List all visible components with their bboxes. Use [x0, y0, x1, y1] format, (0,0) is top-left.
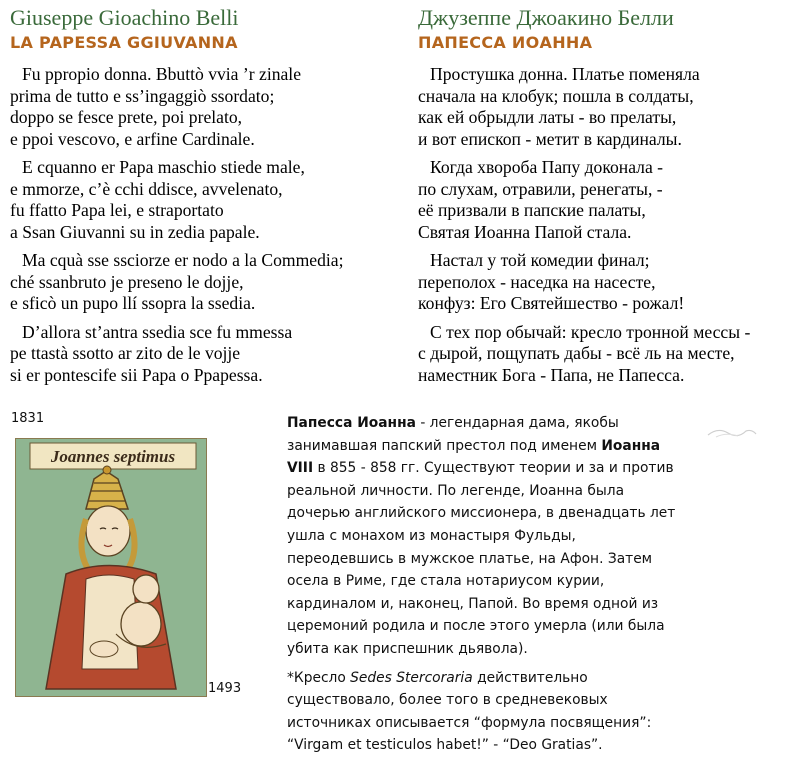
- note-text: в 855 - 858 гг. Существуют теории и за и против реальной личности. По легенде, Иоанна была дочерью английского миссионера, в двенадцать лет ушла с монахом из монастыря Фульды, переодевшись в мужское платье, на Афон. Затем осела в Риме, где стала нотариусом курии, кардиналом и, наконец, Папой. Во время одной из церемоний родила и после этого умерла (или была убита как приспешник дьявола).: [287, 460, 676, 657]
- year-1831: 1831: [11, 411, 45, 426]
- year-1493: 1493: [208, 681, 242, 696]
- poem-line: D’allora st’antra ssedia sce fu mmessa: [22, 321, 293, 342]
- italian-poem-column: [10, 4, 395, 393]
- poem-line: с дырой, пощупать дабы - всё ль на месте,: [418, 343, 735, 363]
- poem-line: ché ssanbruto je preseno le dojje,: [10, 271, 244, 292]
- note-term-papess: Папесса Иоанна: [287, 415, 416, 431]
- poem-line: Настал у той комедии финал;: [430, 250, 650, 270]
- poem-title-russian: ПАПЕССА ИОАННА: [418, 33, 593, 52]
- poem-line: её призвали в папские палаты,: [418, 200, 646, 220]
- poem-line: fu ffatto Papa lei, e straportato: [10, 200, 224, 220]
- note-text: - легендарная дама, якобы занимавшая папский престол под именем: [287, 415, 619, 454]
- poem-title-italian: LA PAPESSA GGIUVANNA: [10, 33, 238, 52]
- poem-line: и вот епископ - метит в кардиналы.: [418, 128, 682, 149]
- note-text: *Кресло: [287, 669, 351, 686]
- stanza: [10, 157, 395, 243]
- poem-line: Когда хвороба Папу доконала -: [430, 157, 664, 177]
- note-paragraph-footnote: [287, 667, 682, 757]
- author-name-russian: Джузеппе Джоакино Белли: [418, 5, 674, 30]
- poem-line: как ей обрыдли латы - во прелаты,: [418, 107, 677, 127]
- faint-mark-decoration: [706, 423, 758, 441]
- poem-line: сначала на клобук; пошла в солдаты,: [418, 85, 694, 106]
- note-term-john-viii: Иоанна VIII: [287, 437, 661, 477]
- woodcut-caption: Joannes septimus: [50, 447, 176, 466]
- stanza: [418, 250, 793, 315]
- poem-line: pe ttastà ssotto ar zito de le vojje: [10, 343, 241, 363]
- russian-poem-column: [418, 4, 793, 393]
- poem-line: E cquanno er Papa maschio stiede male,: [22, 157, 305, 177]
- poem-line: Fu ppropio donna. Bbuttò vvia ’r zinale: [22, 64, 302, 84]
- poem-line: prima de tutto e ss’ingaggiò ssordato;: [10, 85, 275, 106]
- stanza: [418, 157, 793, 243]
- stanza: [10, 250, 395, 315]
- poem-line: Святая Иоанна Папой стала.: [418, 221, 632, 242]
- poem-line: переполох - наседка на насесте,: [418, 271, 656, 292]
- poem-line: doppo se fesce prete, poi prelato,: [10, 107, 243, 127]
- poem-line: Ma cquà sse ssciorze er nodo a la Commedia;: [22, 250, 344, 270]
- stanza: [418, 64, 793, 150]
- poem-line: a Ssan Giuvanni su in zedia papale.: [10, 221, 260, 242]
- poem-line: si er pontescife sii Papa o Ppapessa.: [10, 364, 263, 385]
- poem-line: по слухам, отравили, ренегаты, -: [418, 178, 663, 199]
- stanza: [418, 322, 793, 387]
- poem-line: наместник Бога - Папа, не Папесса.: [418, 364, 685, 385]
- poem-line: e ppoi vescovo, e arfine Cardinale.: [10, 128, 255, 149]
- poem-line: e sficò un pupo llí ssopra la ssedia.: [10, 293, 256, 313]
- stanza: [10, 64, 395, 150]
- note-text: действительно существовало, более того в средневековых источниках описывается “формула посвящения”: “Virgam et testiculos habet!” - “Deo Gratias”.: [287, 669, 652, 754]
- poem-line: С тех пор обычай: кресло тронной мессы -: [430, 321, 751, 342]
- poem-line: e mmorze, c’è cchi ddisce, avvelenato,: [10, 178, 283, 199]
- note-paragraph: [287, 412, 682, 661]
- note-term-sedes: Sedes Stercoraria: [350, 669, 473, 686]
- historical-note: [287, 412, 682, 757]
- pope-joan-woodcut-image: [15, 438, 207, 697]
- stanza: [10, 322, 395, 387]
- poem-line: Простушка донна. Платье поменяла: [430, 64, 700, 84]
- author-name-italian: Giuseppe Gioachino Belli: [10, 5, 239, 30]
- poem-line: конфуз: Его Святейшество - рожал!: [418, 293, 685, 313]
